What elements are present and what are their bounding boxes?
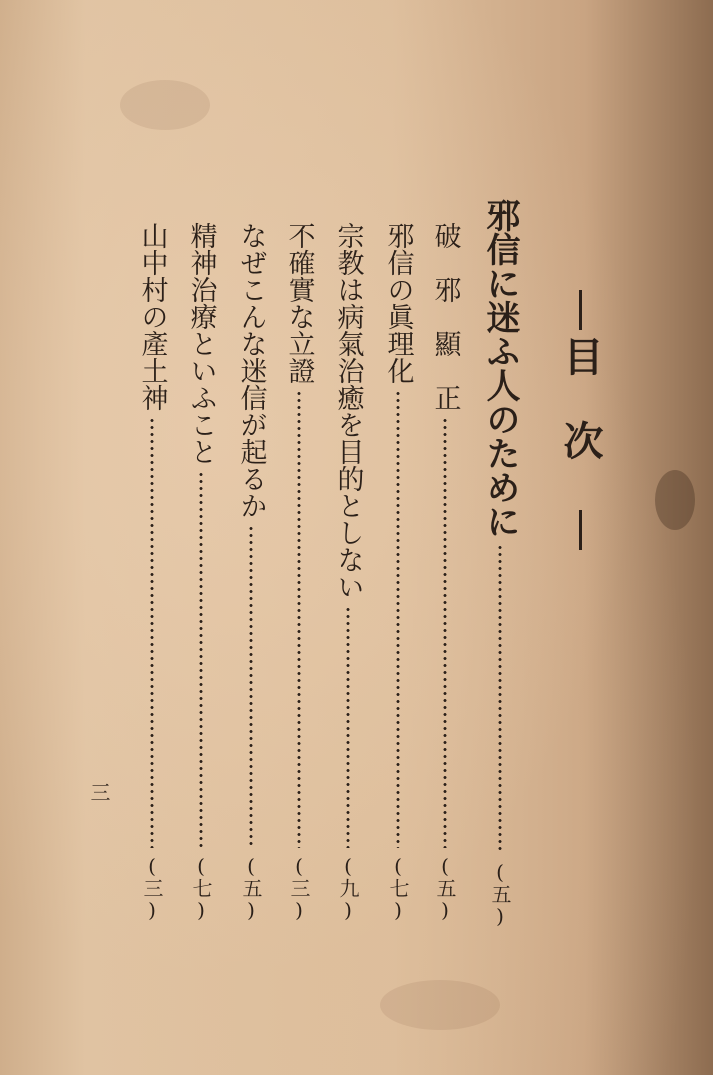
toc-entry-page: (九) bbox=[336, 854, 360, 922]
heading-dash-bottom bbox=[579, 510, 582, 550]
toc-entry bbox=[233, 222, 269, 922]
toc-leader-dots bbox=[150, 417, 154, 848]
toc-leader-dots bbox=[297, 390, 301, 848]
toc-entry bbox=[134, 222, 170, 922]
toc-entry-page: (五) bbox=[239, 854, 263, 922]
toc-leader-dots bbox=[498, 544, 502, 854]
toc-entry-page: (三) bbox=[287, 854, 311, 922]
toc-entry bbox=[380, 222, 416, 922]
heading-text: 目次 bbox=[557, 336, 604, 504]
toc-entry bbox=[183, 222, 219, 922]
paper-stain bbox=[380, 980, 500, 1030]
toc-entry-title: 破 邪 顯 正 bbox=[429, 222, 461, 411]
toc-entry-page: (五) bbox=[433, 854, 457, 922]
toc-leader-dots bbox=[249, 525, 253, 848]
paper-stain bbox=[120, 80, 210, 130]
toc-entry-page: (七) bbox=[386, 854, 410, 922]
toc-leader-dots bbox=[443, 417, 447, 848]
toc-leader-dots bbox=[199, 471, 203, 848]
page-number: 三 bbox=[87, 782, 111, 802]
toc-entry bbox=[330, 222, 366, 922]
toc-entry-title: 不確實な立證 bbox=[283, 222, 315, 384]
toc-entry-title: 宗教は病氣治癒を目的としない bbox=[332, 222, 364, 600]
toc-entry-page: (五) bbox=[488, 860, 512, 928]
toc-entry-title: 山中村の產土神 bbox=[136, 222, 168, 411]
toc-entry-title: なぜこんな迷信が起るか bbox=[235, 222, 267, 519]
table-of-contents-heading bbox=[552, 290, 608, 550]
toc-entry bbox=[427, 222, 463, 922]
toc-entry-title: 邪信に迷ふ人のために bbox=[480, 198, 520, 538]
toc-entry bbox=[281, 222, 317, 922]
paper-stain bbox=[655, 470, 695, 530]
toc-leader-dots bbox=[396, 390, 400, 848]
heading-dash-top bbox=[579, 290, 582, 330]
toc-entry-title: 精神治療といふこと bbox=[185, 222, 217, 465]
toc-entry-page: (三) bbox=[140, 854, 164, 922]
toc-entry bbox=[478, 198, 522, 928]
toc-entry-title: 邪信の眞理化 bbox=[382, 222, 414, 384]
toc-entry-page: (七) bbox=[189, 854, 213, 922]
toc-leader-dots bbox=[346, 606, 350, 848]
